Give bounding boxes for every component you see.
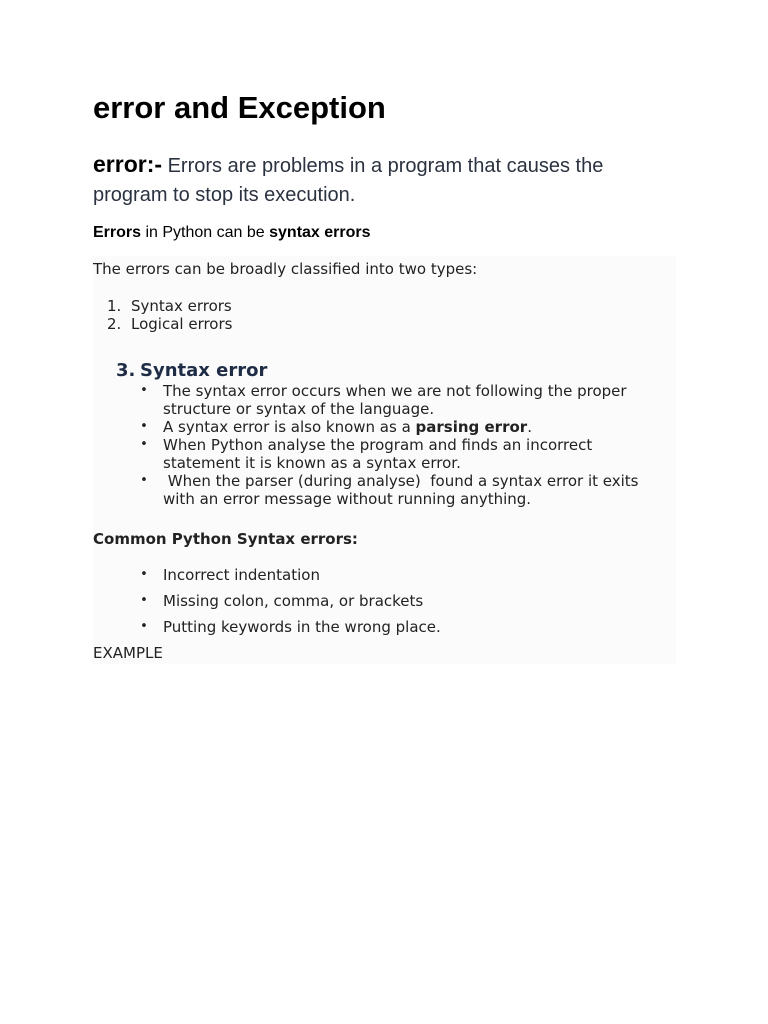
intro-middle: in Python can be (141, 224, 270, 241)
common-errors-heading: Common Python Syntax errors: (93, 530, 358, 548)
bullet-text: The syntax error occurs when we are not following the proper structure or syntax of the language. (163, 382, 627, 418)
bullet-icon: • (140, 567, 148, 582)
list-item-label: Syntax errors (131, 297, 232, 315)
classification-lead: The errors can be broadly classified into two types: (93, 260, 478, 278)
bullet-icon: • (140, 473, 148, 488)
heading-text: Syntax error (140, 360, 268, 381)
list-item (139, 418, 659, 436)
common-errors-list (139, 566, 441, 644)
definition-term: error:- (93, 151, 163, 177)
page-title: error and Exception (93, 90, 386, 125)
list-item (107, 315, 232, 333)
list-item (139, 592, 441, 610)
definition-text: Errors are problems in a program that causes the program to stop its execution. (93, 155, 604, 206)
parsing-error-bold: parsing error (415, 418, 528, 436)
list-item-label: Missing colon, comma, or brackets (163, 592, 424, 610)
bullet-text-end: . (527, 418, 532, 436)
bullet-text: When the parser (during analyse) found a syntax error it exits with an error message without running anything. (163, 472, 644, 508)
list-item (139, 566, 441, 584)
list-item-label: Logical errors (131, 315, 233, 333)
bullet-icon: • (140, 437, 148, 452)
list-number: 1. (107, 297, 122, 315)
list-number: 2. (107, 315, 122, 333)
intro-line (93, 222, 371, 244)
bullet-text: A syntax error is also known as a (163, 418, 416, 436)
list-item (139, 618, 441, 636)
list-item (139, 472, 659, 508)
syntax-error-heading (116, 360, 267, 382)
list-item-label: Incorrect indentation (163, 566, 320, 584)
intro-syntax-bold: syntax errors (269, 224, 371, 241)
example-label: EXAMPLE (93, 644, 163, 662)
intro-errors-bold: Errors (93, 224, 142, 241)
list-item (107, 297, 232, 315)
bullet-icon: • (140, 619, 148, 634)
bullet-icon: • (140, 383, 148, 398)
list-item-label: Putting keywords in the wrong place. (163, 618, 441, 636)
bullet-text: When Python analyse the program and finds an incorrect statement it is known as a syntax error. (163, 436, 593, 472)
error-definition (93, 150, 653, 210)
heading-number: 3. (116, 360, 136, 381)
error-types-list (107, 297, 232, 333)
bullet-icon: • (140, 593, 148, 608)
list-item (139, 382, 659, 418)
list-item (139, 436, 659, 472)
syntax-error-bullets (139, 382, 659, 508)
bullet-icon: • (140, 419, 148, 434)
